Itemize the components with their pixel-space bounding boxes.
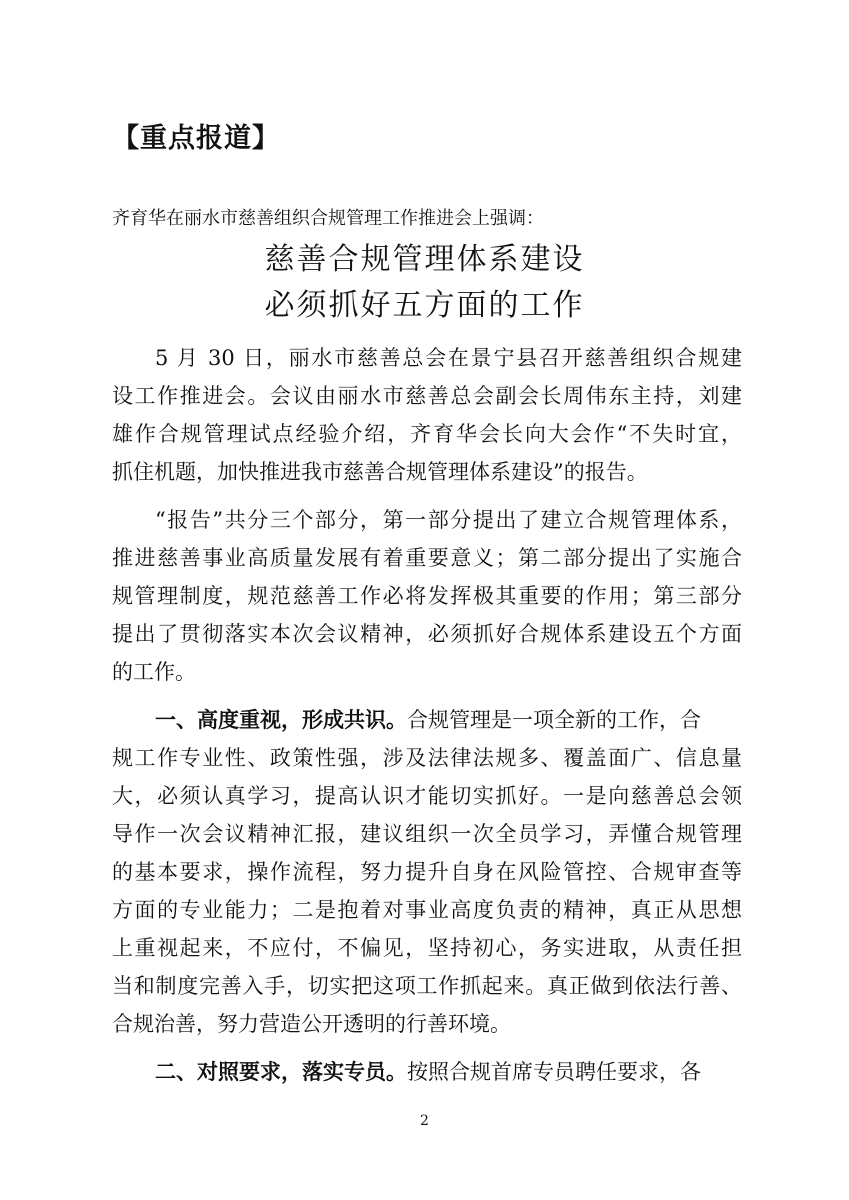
text-line: 上重视起来，不应付，不偏见，坚持初心，务实进取，从责任担 [112, 936, 742, 960]
page-number: 2 [420, 1113, 429, 1129]
section-tag: 【重点报道】 [112, 123, 280, 154]
section-heading-2: 二、对照要求，落实专员。 [155, 1059, 407, 1084]
kicker-line: 齐育华在丽水市慈善组织合规管理工作推进会上强调： [112, 208, 544, 229]
text-line: 合规治善，努力营造公开透明的行善环境。 [112, 1012, 511, 1036]
text-line: 推进慈善事业高质量发展有着重要意义；第二部分提出了实施合 [112, 546, 742, 570]
text-line: 5 月 30 日，丽水市慈善总会在景宁县召开慈善组织合规建 [155, 346, 742, 370]
text-line: 提出了贯彻落实本次会议精神，必须抓好合规体系建设五个方面 [112, 622, 742, 646]
text-line: 方面的专业能力；二是抱着对事业高度负责的精神，真正从思想 [112, 898, 742, 922]
text-line: 大，必须认真学习，提高认识才能切实抓好。一是向慈善总会领 [112, 784, 742, 808]
section-heading-1: 一、高度重视，形成共识。 [155, 707, 407, 732]
text-line [155, 708, 742, 732]
headline-line-1: 慈善合规管理体系建设 [264, 242, 585, 277]
text-line: “报告”共分三个部分，第一部分提出了建立合规管理体系， [155, 508, 742, 532]
text-line: 抓住机题，加快推进我市慈善合规管理体系建设”的报告。 [112, 460, 648, 484]
text-run: 按照合规首席专员聘任要求，各 [407, 1060, 701, 1084]
text-line: 设工作推进会。会议由丽水市慈善总会副会长周伟东主持，刘建 [112, 384, 742, 408]
text-line: 导作一次会议精神汇报，建议组织一次全员学习，弄懂合规管理 [112, 822, 742, 846]
text-line: 规工作专业性、政策性强，涉及法律法规多、覆盖面广、信息量 [112, 746, 742, 770]
text-line: 的基本要求，操作流程，努力提升自身在风险管控、合规审查等 [112, 860, 742, 884]
text-line [155, 1060, 742, 1084]
text-run: 合规管理是一项全新的工作，合 [407, 708, 701, 732]
text-line: 规管理制度，规范慈善工作必将发挥极其重要的作用；第三部分 [112, 584, 742, 608]
text-line: 的工作。 [112, 660, 196, 684]
text-line: 当和制度完善入手，切实把这项工作抓起来。真正做到依法行善、 [112, 974, 742, 998]
text-line: 雄作合规管理试点经验介绍，齐育华会长向大会作“不失时宜， [112, 422, 742, 446]
headline-line-2: 必须抓好五方面的工作 [264, 288, 585, 323]
